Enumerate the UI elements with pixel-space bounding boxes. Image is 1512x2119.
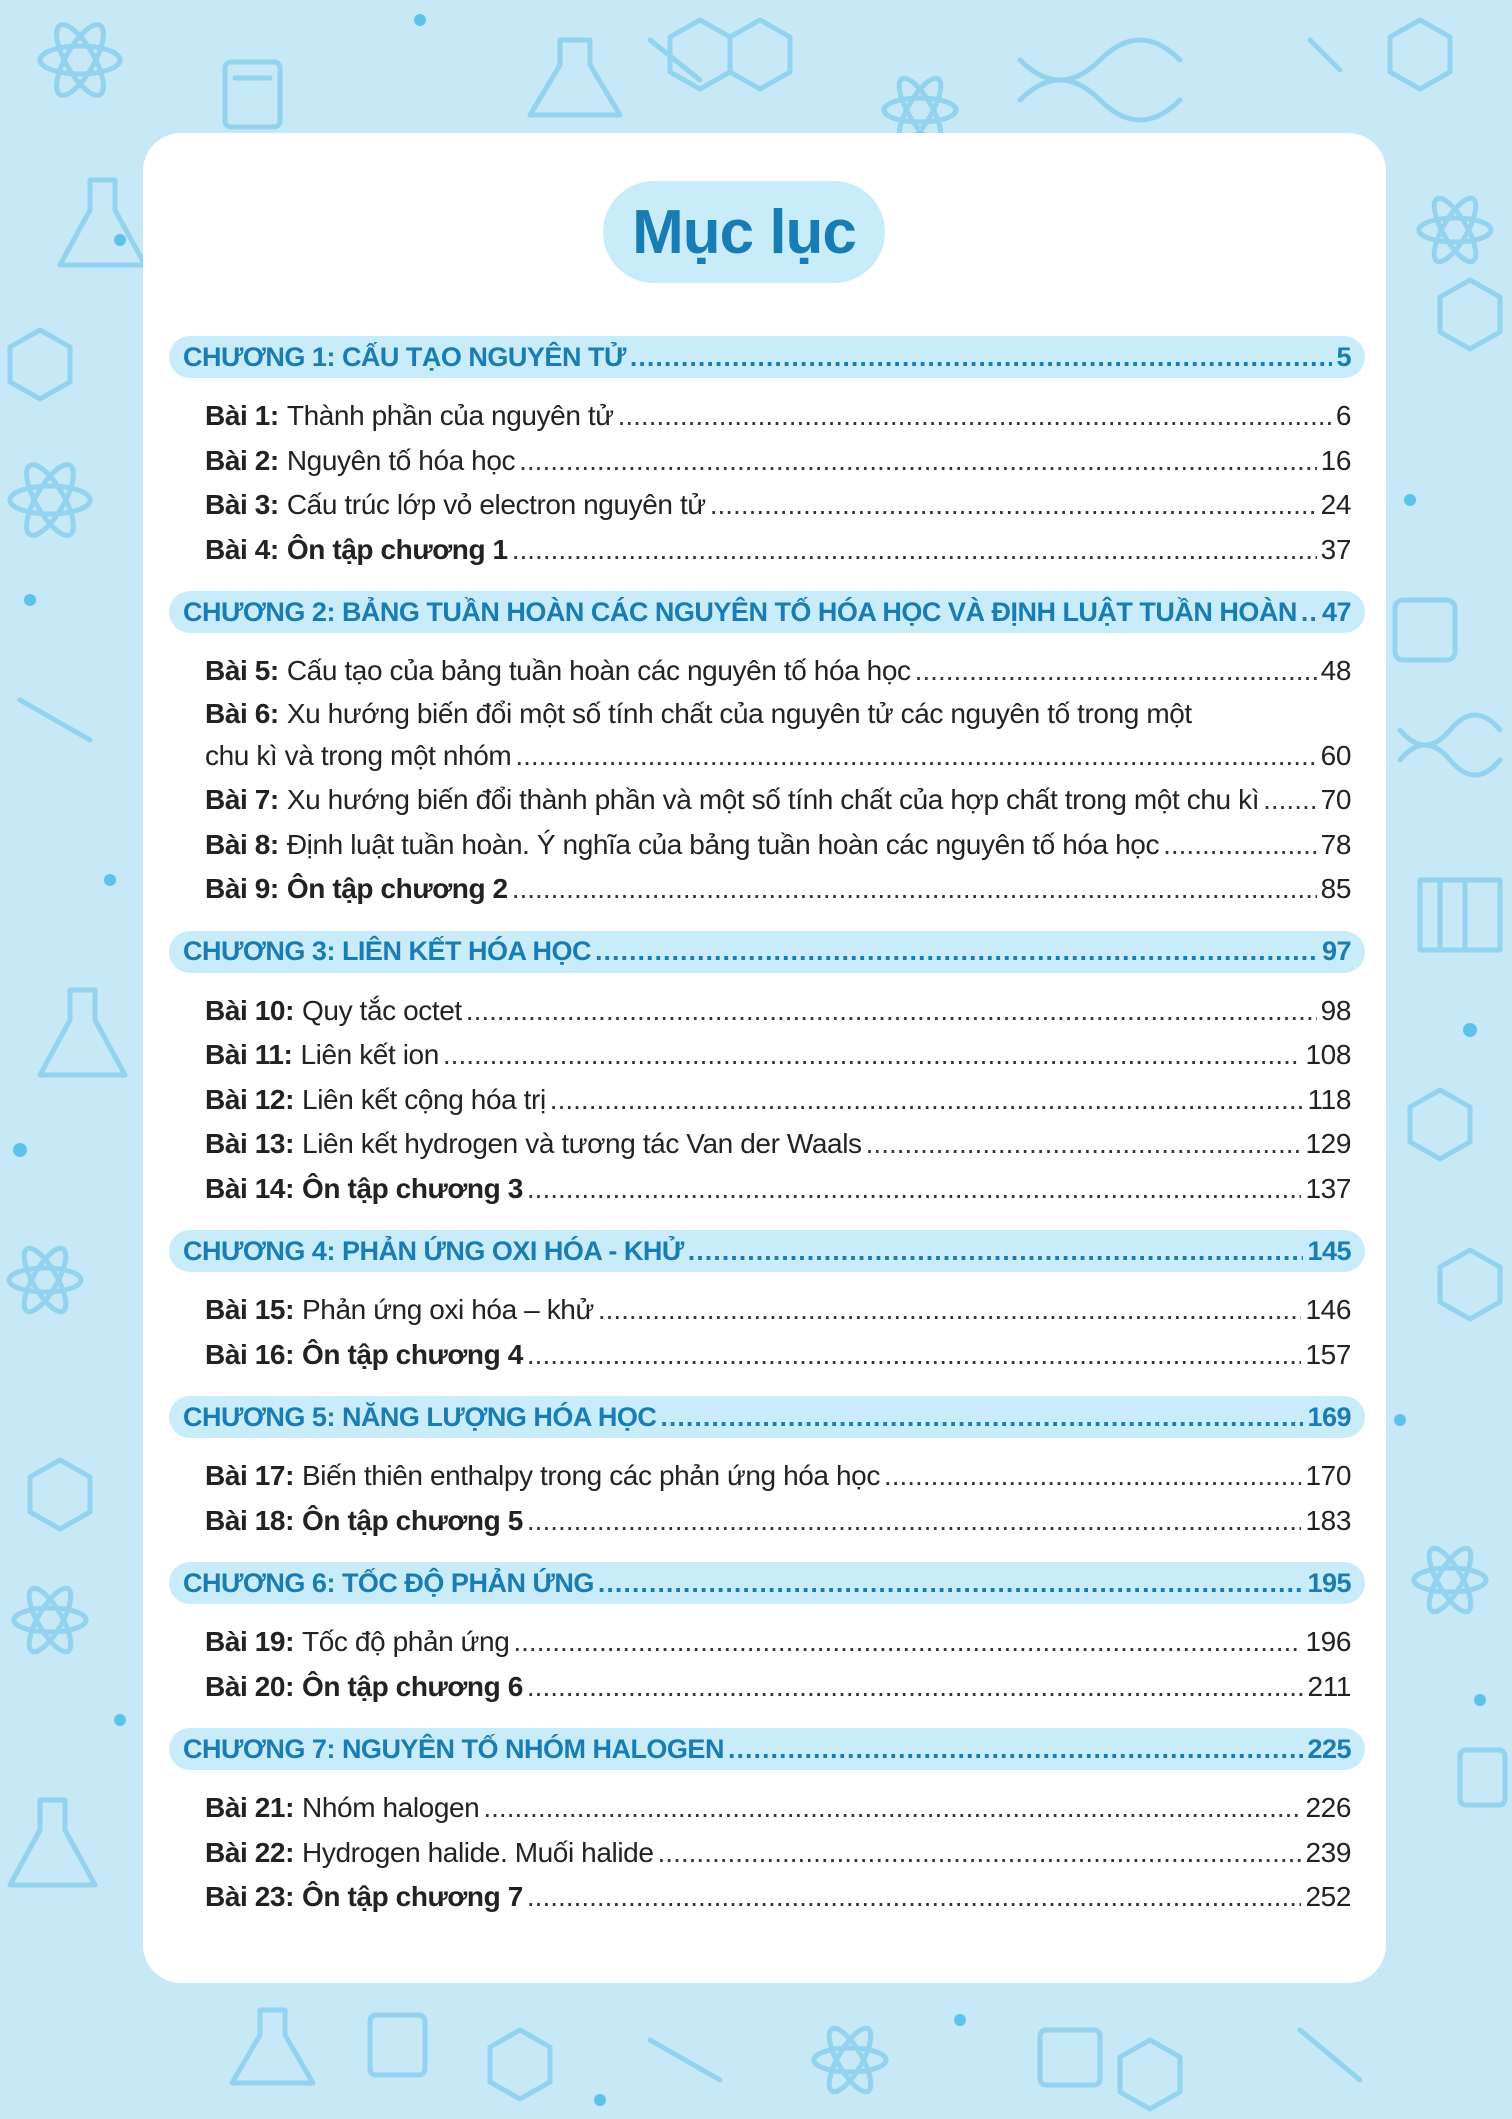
lesson-entry[interactable]	[205, 1454, 1351, 1499]
dot-leader	[660, 1404, 1303, 1431]
atom-icon	[40, 18, 120, 101]
dot-leader	[483, 1786, 1301, 1831]
lesson-page-number: 129	[1305, 1128, 1351, 1159]
lesson-page-number: 239	[1305, 1836, 1351, 1868]
dot-leader	[527, 1499, 1302, 1544]
atom-icon	[14, 1583, 86, 1657]
lesson-title-continued: chu kì và trong một nhóm	[205, 739, 512, 771]
lesson-title: Cấu tạo của bảng tuần hoàn các nguyên tố hóa học	[286, 655, 911, 686]
beaker-icon	[1460, 1750, 1505, 1805]
lesson-list	[169, 649, 1365, 912]
lesson-label: Bài 5:	[205, 655, 279, 686]
lesson-entry[interactable]	[205, 483, 1351, 528]
dna-icon	[1400, 715, 1500, 775]
lesson-title: Ôn tập chương 5	[302, 1504, 523, 1536]
lesson-entry[interactable]	[205, 1033, 1351, 1078]
beaker-icon	[1395, 600, 1455, 660]
lesson-page-number: 183	[1305, 1504, 1351, 1536]
lesson-label: Bài 16:	[205, 1338, 295, 1370]
chapter-heading[interactable]	[169, 1396, 1365, 1438]
lesson-page-number: 146	[1305, 1294, 1351, 1325]
lesson-page-number: 48	[1320, 655, 1351, 686]
lesson-entry[interactable]	[205, 1122, 1351, 1167]
lesson-title: Ôn tập chương 3	[302, 1172, 523, 1204]
lesson-page-number: 196	[1305, 1626, 1351, 1657]
lesson-list	[169, 989, 1365, 1212]
lesson-entry[interactable]	[205, 1786, 1351, 1831]
page-title-pill	[603, 181, 885, 283]
chapter-heading[interactable]	[169, 1728, 1365, 1770]
lesson-label: Bài 9:	[205, 873, 279, 904]
dot-leader	[866, 1122, 1302, 1167]
lesson-title: Ôn tập chương 1	[286, 533, 508, 565]
lesson-page-number: 37	[1320, 533, 1351, 565]
lesson-page-number: 78	[1320, 828, 1351, 860]
lesson-list	[169, 394, 1365, 572]
lesson-title: Biến thiên enthalpy trong các phản ứng hóa học	[302, 1460, 880, 1491]
chapter-page-number: 225	[1307, 1733, 1351, 1764]
lesson-entry[interactable]	[205, 1499, 1351, 1544]
chapter-heading[interactable]	[169, 1230, 1365, 1272]
dot-leader	[527, 1167, 1302, 1212]
flask-icon	[10, 1800, 95, 1885]
chapter-page-number: 97	[1321, 936, 1351, 966]
dot-leader	[710, 483, 1317, 528]
dot-leader	[512, 528, 1317, 573]
chapter-page-number: 195	[1307, 1567, 1351, 1598]
dot-leader	[527, 1333, 1302, 1378]
lesson-entry[interactable]	[205, 694, 1351, 779]
lesson-label: Bài 3:	[205, 489, 279, 520]
lesson-label: Bài 21:	[205, 1792, 295, 1823]
dna-icon	[1020, 40, 1180, 120]
hexagon-molecule-icon	[1410, 1090, 1500, 1319]
dot-leader	[519, 439, 1317, 484]
dot-leader	[1301, 599, 1318, 626]
lesson-page-number: 24	[1320, 489, 1351, 520]
lesson-title: Liên kết hydrogen và tương tác Van der Waals	[302, 1128, 862, 1159]
lesson-list	[169, 1454, 1365, 1543]
dot-leader	[884, 1454, 1302, 1499]
dot-leader	[688, 1238, 1304, 1265]
beaker-icon	[225, 62, 280, 127]
lesson-label: Bài 17:	[205, 1460, 295, 1491]
atom-icon	[814, 2023, 886, 2097]
test-tube-icon	[650, 40, 1340, 80]
lesson-label: Bài 12:	[205, 1083, 295, 1115]
hexagon-molecule-icon	[30, 1460, 90, 1529]
dot-leader	[466, 989, 1317, 1034]
dot-leader	[630, 344, 1333, 371]
chapter-title: CHƯƠNG 6: TỐC ĐỘ PHẢN ỨNG	[183, 1567, 594, 1598]
lesson-entry[interactable]	[205, 649, 1351, 694]
dot-leader	[443, 1033, 1302, 1078]
chapter-title: CHƯƠNG 7: NGUYÊN TỐ NHÓM HALOGEN	[183, 1733, 724, 1764]
hexagon-molecule-icon	[1390, 20, 1450, 89]
lesson-label: Bài 8:	[205, 828, 279, 860]
lesson-title: Cấu trúc lớp vỏ electron nguyên tử	[286, 489, 706, 520]
lesson-page-number: 118	[1307, 1083, 1351, 1115]
dot-leader	[598, 1288, 1302, 1333]
atom-icon	[10, 458, 90, 541]
lesson-title: Ôn tập chương 6	[302, 1670, 523, 1702]
lesson-label: Bài 13:	[205, 1128, 295, 1159]
lesson-page-number: 211	[1307, 1670, 1351, 1702]
lesson-entry[interactable]	[205, 867, 1351, 912]
lesson-page-number: 108	[1305, 1039, 1351, 1070]
lesson-entry[interactable]	[205, 1333, 1351, 1378]
lesson-label: Bài 11:	[205, 1039, 293, 1070]
dot-leader	[598, 1570, 1304, 1597]
lesson-title: Ôn tập chương 4	[302, 1338, 523, 1370]
dot-leader	[513, 1620, 1301, 1665]
flask-icon	[530, 40, 620, 115]
atom-icon	[9, 1243, 81, 1317]
lesson-title: Thành phần của nguyên tử	[286, 400, 614, 431]
table-of-contents-card	[143, 133, 1386, 1983]
chapter-heading[interactable]	[169, 931, 1365, 973]
dot-leader	[728, 1736, 1303, 1763]
lesson-entry[interactable]	[205, 823, 1351, 868]
dot-leader	[618, 394, 1332, 439]
lesson-page-number: 252	[1305, 1881, 1351, 1912]
lesson-title: Xu hướng biến đổi một số tính chất của nguyên tử các nguyên tố trong một	[286, 697, 1192, 729]
flask-icon	[232, 2010, 313, 2083]
atom-icon	[1419, 193, 1491, 267]
lesson-page-number: 157	[1305, 1338, 1351, 1370]
lesson-title: Hydrogen halide. Muối halide	[302, 1836, 654, 1868]
lesson-entry[interactable]	[205, 1620, 1351, 1665]
dot-leader	[1163, 823, 1317, 868]
table-of-contents	[169, 336, 1365, 1939]
chapter-heading[interactable]	[169, 1562, 1365, 1604]
lesson-label: Bài 19:	[205, 1626, 295, 1657]
beaker-icon	[370, 2015, 1100, 2085]
hexagon-molecule-icon	[1440, 280, 1500, 349]
atom-icon	[1414, 1543, 1486, 1617]
lesson-entry[interactable]	[205, 778, 1351, 823]
lesson-page-number: 98	[1320, 994, 1351, 1026]
chapter-heading[interactable]	[169, 336, 1365, 378]
lesson-entry[interactable]	[205, 1875, 1351, 1920]
lesson-entry[interactable]	[205, 439, 1351, 484]
dot-leader	[1263, 778, 1317, 823]
lesson-label: Bài 4:	[205, 533, 279, 565]
lesson-entry[interactable]	[205, 394, 1351, 439]
lesson-page-number: 16	[1320, 444, 1351, 476]
lesson-page-number: 70	[1320, 784, 1351, 815]
lesson-title: Xu hướng biến đổi thành phần và một số tính chất của hợp chất trong một chu kì	[286, 784, 1260, 815]
lesson-title: Ôn tập chương 2	[286, 873, 508, 904]
lesson-label: Bài 7:	[205, 784, 279, 815]
chapter-title: CHƯƠNG 3: LIÊN KẾT HÓA HỌC	[183, 936, 591, 966]
lesson-label: Bài 18:	[205, 1504, 295, 1536]
lesson-label: Bài 22:	[205, 1836, 295, 1868]
lesson-entry[interactable]	[205, 1665, 1351, 1710]
lesson-entry[interactable]	[205, 1078, 1351, 1123]
lesson-label: Bài 15:	[205, 1294, 295, 1325]
lesson-entry[interactable]	[205, 989, 1351, 1034]
chapter-page-number: 5	[1336, 341, 1351, 372]
test-tube-icon	[650, 2030, 1360, 2080]
lesson-entry[interactable]	[205, 528, 1351, 573]
lesson-label: Bài 2:	[205, 444, 279, 476]
lesson-label: Bài 6:	[205, 697, 279, 729]
lesson-page-number: 85	[1320, 873, 1351, 904]
lesson-label: Bài 14:	[205, 1172, 295, 1204]
lesson-page-number: 6	[1335, 400, 1351, 431]
chapter-page-number: 169	[1307, 1401, 1351, 1432]
lesson-list	[169, 1288, 1365, 1377]
dot-leader	[515, 734, 1316, 779]
hexagon-molecule-icon	[670, 20, 790, 89]
lesson-title: Nhóm halogen	[302, 1792, 480, 1823]
lesson-title: Liên kết ion	[300, 1039, 439, 1070]
lesson-page-number: 137	[1305, 1172, 1351, 1204]
lesson-page-number: 170	[1305, 1460, 1351, 1491]
lesson-title: Phản ứng oxi hóa – khử	[302, 1294, 594, 1325]
lesson-entry[interactable]	[205, 1288, 1351, 1333]
lesson-page-number: 226	[1305, 1792, 1351, 1823]
dot-leader	[915, 649, 1317, 694]
chapter-title: CHƯƠNG 2: BẢNG TUẦN HOÀN CÁC NGUYÊN TỐ HÓA HỌC VÀ ĐỊNH LUẬT TUẦN HOÀN	[183, 596, 1297, 627]
test-tube-icon	[20, 700, 90, 740]
hexagon-molecule-icon	[10, 330, 70, 399]
dot-leader	[512, 867, 1317, 912]
lesson-label: Bài 23:	[205, 1881, 295, 1912]
lesson-title: Nguyên tố hóa học	[286, 444, 516, 476]
dot-leader	[550, 1078, 1304, 1123]
dot-leader	[527, 1875, 1302, 1920]
lesson-entry[interactable]	[205, 1167, 1351, 1212]
dot-leader	[658, 1831, 1302, 1876]
lesson-page-number: 60	[1320, 739, 1351, 771]
lesson-label: Bài 1:	[205, 400, 279, 431]
lesson-entry[interactable]	[205, 1831, 1351, 1876]
dot-leader	[595, 938, 1318, 965]
lesson-list	[169, 1786, 1365, 1920]
dot-leader	[527, 1665, 1304, 1710]
page-title: Mục lục	[632, 197, 856, 267]
chapter-heading[interactable]	[169, 591, 1365, 633]
chapter-title: CHƯƠNG 5: NĂNG LƯỢNG HÓA HỌC	[183, 1401, 657, 1432]
chapter-page-number: 145	[1307, 1235, 1351, 1266]
chapter-title: CHƯƠNG 1: CẤU TẠO NGUYÊN TỬ	[183, 341, 626, 372]
lesson-title: Quy tắc octet	[302, 994, 462, 1026]
lesson-label: Bài 10:	[205, 994, 295, 1026]
lesson-title: Liên kết cộng hóa trị	[302, 1083, 546, 1115]
lesson-label: Bài 20:	[205, 1670, 295, 1702]
test-tube-rack-icon	[1420, 880, 1500, 950]
lesson-title: Ôn tập chương 7	[302, 1881, 523, 1912]
chapter-title: CHƯƠNG 4: PHẢN ỨNG OXI HÓA - KHỬ	[183, 1235, 684, 1266]
chapter-page-number: 47	[1321, 596, 1351, 627]
flask-icon	[40, 990, 125, 1075]
lesson-title: Định luật tuần hoàn. Ý nghĩa của bảng tuần hoàn các nguyên tố hóa học	[286, 828, 1160, 860]
lesson-title: Tốc độ phản ứng	[302, 1626, 510, 1657]
lesson-list	[169, 1620, 1365, 1709]
flask-icon	[60, 180, 145, 265]
